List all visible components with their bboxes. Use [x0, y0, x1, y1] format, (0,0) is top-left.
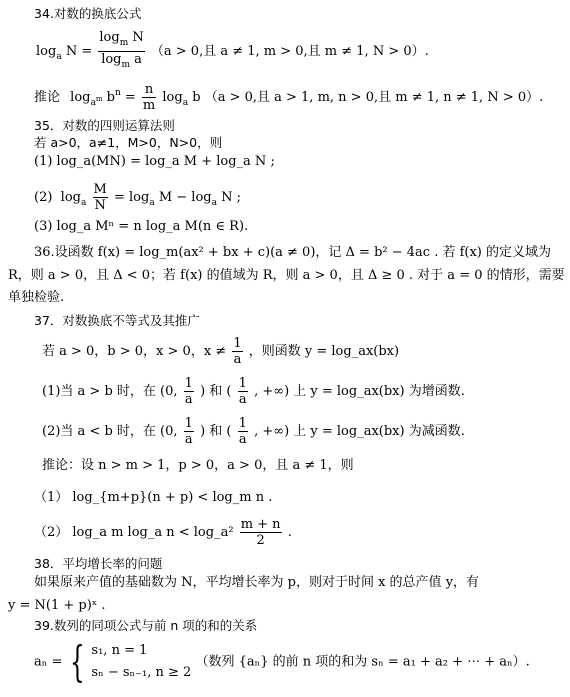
section-34-title: 34.对数的换底公式 — [34, 6, 142, 21]
log-rule-quotient: (2) $\log_a$ $\frac{M}{N}$ = $\log_a M - \log_a N$ ; — [34, 182, 242, 213]
corollary-34: 推论 $\log_{a^m} b^n$ = $\frac{n}{m}$ $\log_a b$ （a > 0,且 a > 1, m, n > 0,且 m ≠ 1, n ≠ 1, N > 0）. — [34, 82, 544, 113]
formula-conditions: （a > 0,且 a ≠ 1, m > 0,且 m ≠ 1, N > 0）. — [150, 44, 429, 59]
section-39-tail: （数列 {aₙ} 的前 n 项的和为 sₙ = a₁ + a₂ + ⋯ + aₙ）. — [195, 654, 530, 670]
section-38-title: 38．平均增长率的问题 — [34, 556, 163, 571]
section-37-premise: 若 a > 0，b > 0，x > 0，x ≠ $\frac{1}{a}$ ，则函数 y = log_ax(bx) — [42, 336, 400, 367]
section-36-line1: 36.设函数 f(x) = log_m(ax² + bx + c)(a ≠ 0)，记 Δ = b² − 4ac . 若 f(x) 的定义域为 — [34, 245, 552, 260]
corollary-label: 推论 — [34, 90, 61, 105]
section-39-formula: aₙ = { s₁, n = 1 sₙ − sₙ₋₁, n ≥ 2 （数列 {aₙ} 的前 n 项的和为 sₙ = a₁ + a₂ + ⋯ + aₙ）. — [34, 637, 530, 686]
section-37-corollary: 推论：设 n > m > 1，p > 0，a > 0，且 a ≠ 1，则 — [42, 458, 354, 473]
section-37-corollary-2: （2） log_a m log_a n < log_a² $\frac{m + n}{2}$ . — [34, 517, 292, 548]
log-rule-power: (3) log_a Mⁿ = n log_a M(n ∈ R). — [34, 219, 249, 234]
section-37-title: 37．对数换底不等式及其推广 — [34, 313, 200, 328]
section-38-line2: y = N(1 + p)ˣ . — [8, 598, 106, 613]
section-39-title: 39.数列的同项公式与前 n 项的和的关系 — [34, 618, 258, 633]
section-38-line1: 如果原来产值的基础数为 N，平均增长率为 p，则对于时间 x 的总产值 y，有 — [34, 575, 480, 590]
log-rule-product: (1) log_a(MN) = log_a M + log_a N ; — [34, 154, 275, 169]
change-of-base-formula: $\log_a N$ = $\frac{\log_m N}{\log_m a}$ （a > 0,且 a ≠ 1, m > 0,且 m ≠ 1, N > 0）. — [36, 30, 429, 70]
section-37-case2: (2)当 a < b 时，在 (0, $\frac{1}{a}$ ) 和 ( $\frac{1}{a}$ , +∞) 上 y = log_ax(bx) 为减函数. — [42, 416, 465, 447]
section-35-premise: 若 a>0，a≠1，M>0，N>0，则 — [34, 135, 223, 150]
section-37-corollary-1: （1） log_{m+p}(n + p) < log_m n . — [34, 490, 273, 505]
section-36-line3: 单独检验. — [8, 290, 65, 305]
corollary-conditions: （a > 0,且 a > 1, m, n > 0,且 m ≠ 1, n ≠ 1, N > 0）. — [204, 90, 544, 105]
section-36-line2: R，则 a > 0，且 Δ < 0；若 f(x) 的值域为 R，则 a > 0，且 Δ ≥ 0 . 对于 a = 0 的情形，需要 — [8, 268, 565, 283]
section-37-case1: (1)当 a > b 时，在 (0, $\frac{1}{a}$ ) 和 ( $\frac{1}{a}$ , +∞) 上 y = log_ax(bx) 为增函数. — [42, 376, 465, 407]
section-35-title: 35．对数的四则运算法则 — [34, 118, 175, 133]
